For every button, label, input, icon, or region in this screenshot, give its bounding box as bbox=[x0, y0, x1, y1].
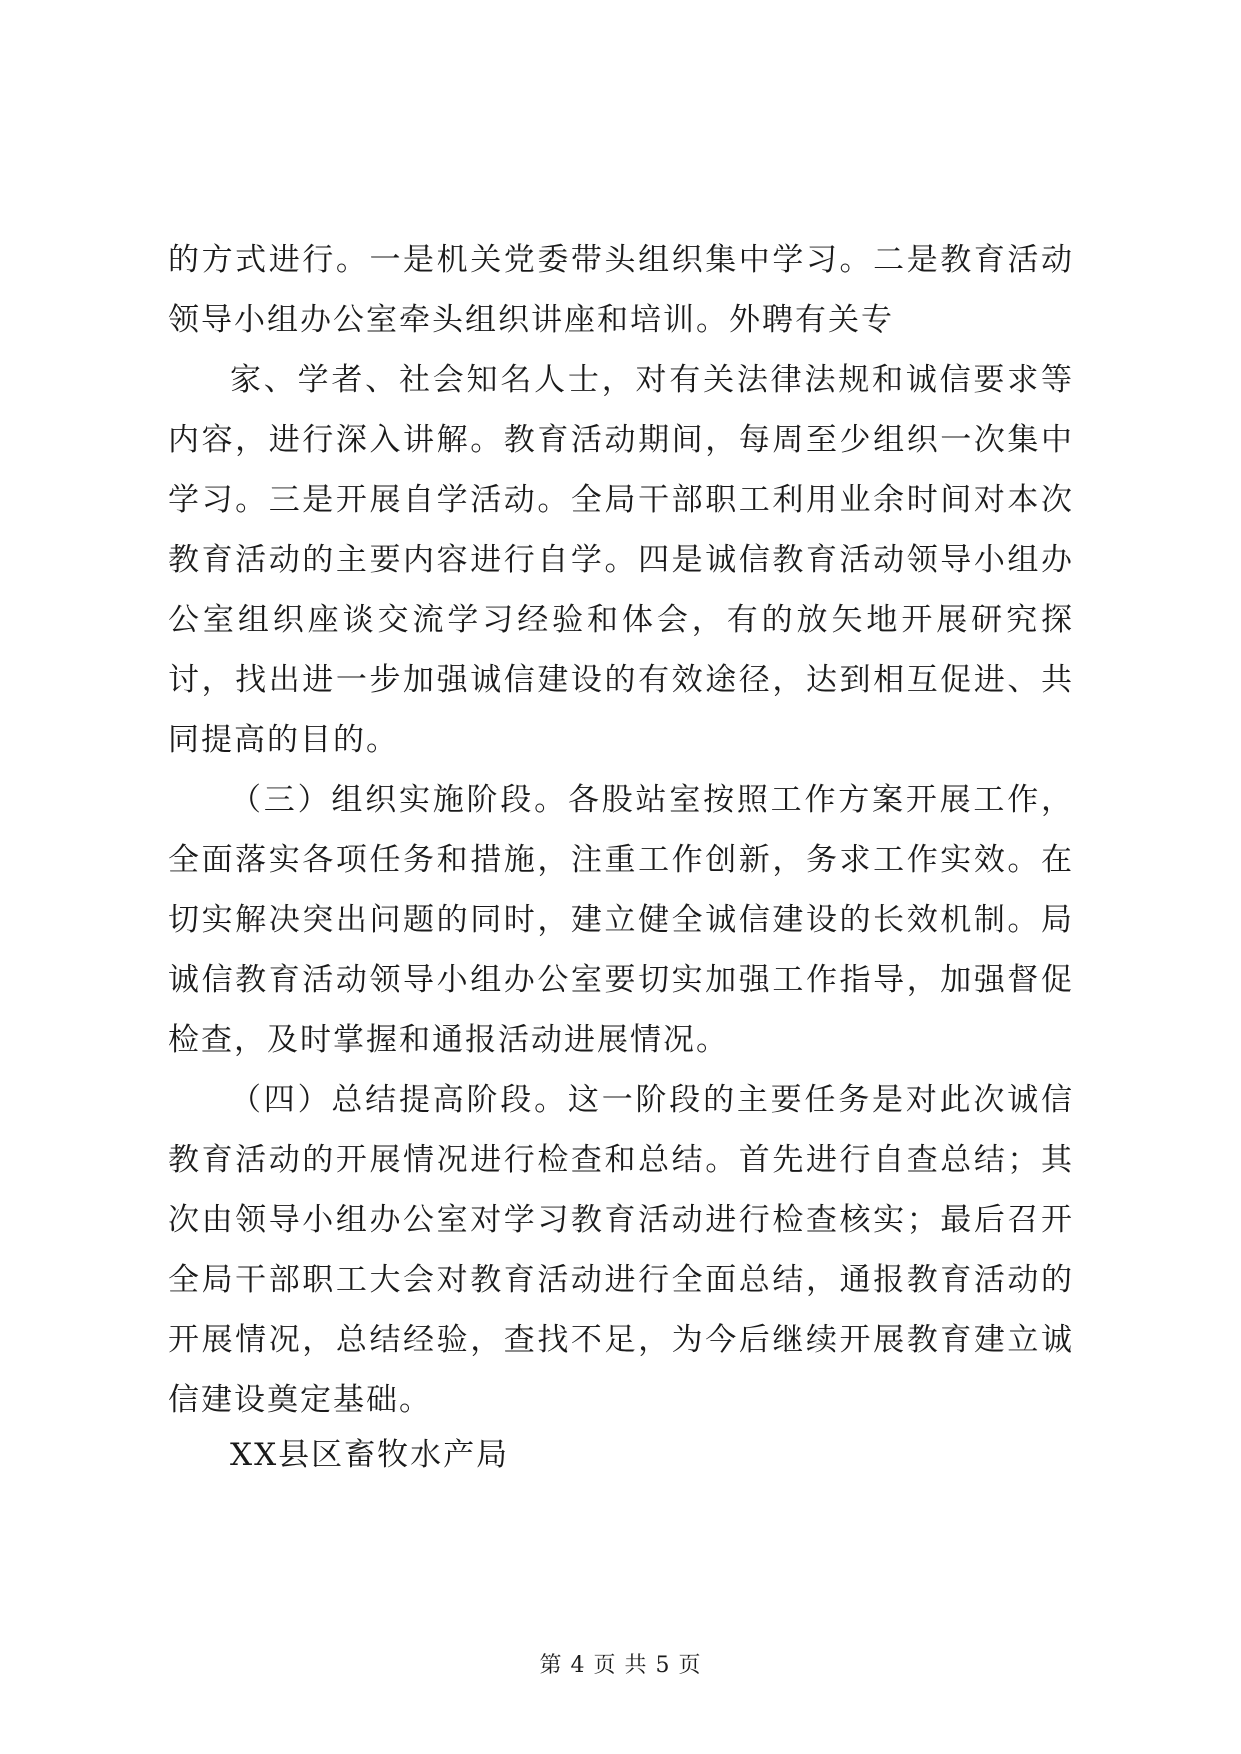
page-number-footer: 第 4 页 共 5 页 bbox=[539, 1653, 702, 1678]
paragraph-learning-methods: 家、学者、社会知名人士，对有关法律法规和诚信要求等内容，进行深入讲解。教育活动期间，每周至少组织一次集中学习。三是开展自学活动。全局干部职工利用业余时间对本次教育活动的主要内容进行自学。四是诚信教育活动领导小组办公室组织座谈交流学习经验和体会，有的放矢地开展研究探讨，找出进一步加强诚信建设的有效途径，达到相互促进、共同提高的目的。 bbox=[168, 362, 1074, 758]
document-body bbox=[168, 230, 1074, 1430]
paragraph-continuation: 的方式进行。一是机关党委带头组织集中学习。二是教育活动领导小组办公室牵头组织讲座和培训。外聘有关专 bbox=[168, 242, 1074, 338]
issuer-signature: XX县区畜牧水产局 bbox=[230, 1437, 510, 1473]
paragraph-summary-stage: （四）总结提高阶段。这一阶段的主要任务是对此次诚信教育活动的开展情况进行检查和总结。首先进行自查总结；其次由领导小组办公室对学习教育活动进行检查核实；最后召开全局干部职工大会对教育活动进行全面总结，通报教育活动的开展情况，总结经验，查找不足，为今后继续开展教育建立诚信建设奠定基础。 bbox=[168, 1082, 1074, 1418]
paragraph-implementation-stage: （三）组织实施阶段。各股站室按照工作方案开展工作，全面落实各项任务和措施，注重工作创新，务求工作实效。在切实解决突出问题的同时，建立健全诚信建设的长效机制。局诚信教育活动领导小组办公室要切实加强工作指导，加强督促检查，及时掌握和通报活动进展情况。 bbox=[168, 782, 1074, 1058]
